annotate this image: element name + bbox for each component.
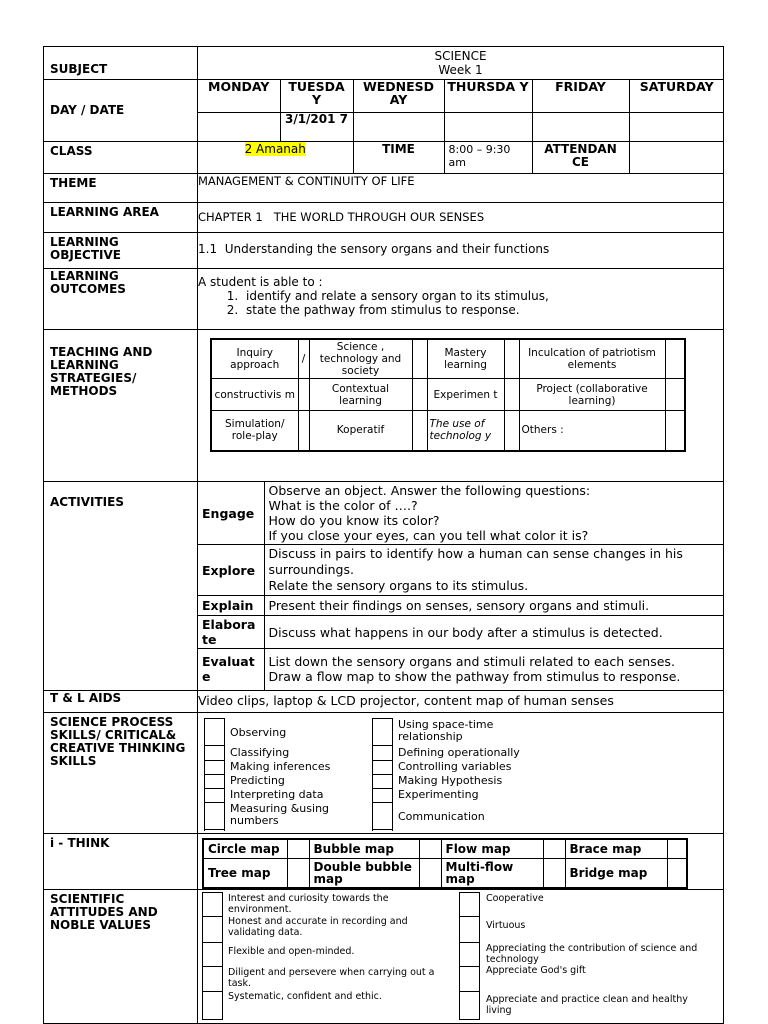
value-checkbox[interactable] xyxy=(203,967,222,992)
strategy-contextual: Contextual learning xyxy=(309,379,412,411)
skill-label: Experimenting xyxy=(398,787,479,801)
value-label: Diligent and persevere when carrying out a task. xyxy=(228,967,435,989)
ithink-table xyxy=(202,838,688,890)
map-check-flow[interactable] xyxy=(543,839,565,859)
activity-explore xyxy=(264,545,723,596)
activity-line: Relate the sensory organs to its stimulus. xyxy=(268,578,529,593)
strategy-check-technology[interactable] xyxy=(504,411,519,451)
strategy-sts: Science , technology and society xyxy=(309,339,412,379)
activity-key-explain: Explain xyxy=(198,596,264,616)
value-checkbox[interactable] xyxy=(203,943,222,967)
skill-label: Making inferences xyxy=(230,759,331,773)
activities-table xyxy=(198,482,723,690)
value-label: Appreciate God's gift xyxy=(486,965,586,976)
class-grid xyxy=(198,142,724,173)
time-value: 8:00 – 9:30 am xyxy=(444,142,532,173)
skill-label: Defining operationally xyxy=(398,745,520,759)
time-label: TIME xyxy=(353,142,444,173)
strategy-mastery: Mastery learning xyxy=(427,339,504,379)
skill-label: Controlling variables xyxy=(398,759,512,773)
skill-label: Using space-time relationship xyxy=(398,717,494,743)
values-right-boxes xyxy=(459,892,480,1020)
map-multi-flow: Multi-flow map xyxy=(441,859,543,889)
strategy-check-others[interactable] xyxy=(665,411,685,451)
map-bubble: Bubble map xyxy=(309,839,419,859)
value-label: Interest and curiosity towards the environment. xyxy=(228,893,389,915)
map-tree: Tree map xyxy=(203,859,287,889)
activity-key-evaluate: Evaluat e xyxy=(198,649,264,690)
learning-outcomes-cell xyxy=(198,269,724,330)
activity-line: Draw a flow map to show the pathway from stimulus to response. xyxy=(268,669,681,685)
outcome-item: 1. identify and relate a sensory organ to its stimulus, xyxy=(242,289,723,303)
map-check-bubble[interactable] xyxy=(419,839,441,859)
lesson-plan xyxy=(43,46,723,1024)
value-checkbox[interactable] xyxy=(460,967,479,992)
activity-key-elaborate: Elabora te xyxy=(198,616,264,649)
strategies-table xyxy=(210,338,686,452)
strategy-project: Project (collaborative learning) xyxy=(519,379,665,411)
date-monday xyxy=(198,112,280,141)
strategy-check-inquiry[interactable]: / xyxy=(298,339,309,379)
day-saturday: SATURDAY xyxy=(629,80,724,112)
tl-aids-label: T & L AIDS xyxy=(44,690,198,712)
skill-checkbox[interactable] xyxy=(205,803,224,830)
class-name: 2 Amanah xyxy=(244,142,306,156)
skill-label: Classifying xyxy=(230,745,290,759)
day-friday: FRIDAY xyxy=(532,80,629,112)
learning-area-value: CHAPTER 1 THE WORLD THROUGH OUR SENSES xyxy=(198,203,724,233)
map-check-tree[interactable] xyxy=(287,859,309,889)
map-check-multi-flow[interactable] xyxy=(543,859,565,889)
learning-area-label: LEARNING AREA xyxy=(44,203,198,233)
process-skills-cell xyxy=(198,712,724,833)
activities-label: ACTIVITIES xyxy=(44,482,198,691)
value-label: Appreciate and practice clean and healthy living xyxy=(486,994,688,1016)
skill-checkbox[interactable] xyxy=(205,761,224,775)
activity-line: What is the color of ….? xyxy=(268,498,418,513)
class-label: CLASS xyxy=(44,142,198,174)
skill-label: Observing xyxy=(230,725,287,739)
map-circle: Circle map xyxy=(203,839,287,859)
learning-objective-value: 1.1 Understanding the sensory organs and their functions xyxy=(198,233,724,269)
day-wednesday: WEDNESD AY xyxy=(353,80,444,112)
tl-aids-value: Video clips, laptop & LCD projector, content map of human senses xyxy=(198,690,724,712)
strategy-check-simulation[interactable] xyxy=(298,411,309,451)
skill-checkbox[interactable] xyxy=(373,761,392,775)
strategy-inquiry: Inquiry approach xyxy=(211,339,298,379)
skill-checkbox[interactable] xyxy=(205,719,224,746)
strategy-koperatif: Koperatif xyxy=(309,411,412,451)
value-checkbox[interactable] xyxy=(203,917,222,943)
lesson-plan-table xyxy=(43,46,724,1024)
attitudes-cell xyxy=(198,890,724,1024)
activity-line: If you close your eyes, can you tell what color it is? xyxy=(268,528,589,543)
skill-label: Interpreting data xyxy=(230,787,324,801)
class-cell xyxy=(198,142,724,174)
date-saturday xyxy=(629,112,724,141)
class-name-cell xyxy=(198,142,353,173)
day-thursday: THURSDA Y xyxy=(444,80,532,112)
subject-label: SUBJECT xyxy=(44,47,198,80)
map-double-bubble: Double bubble map xyxy=(309,859,419,889)
skill-checkbox[interactable] xyxy=(373,803,392,830)
skill-checkbox[interactable] xyxy=(373,789,392,803)
activities-cell xyxy=(198,482,724,691)
skill-checkbox[interactable] xyxy=(373,719,392,746)
teaching-cell xyxy=(198,330,724,482)
map-check-brace[interactable] xyxy=(667,839,687,859)
map-flow: Flow map xyxy=(441,839,543,859)
day-date-label: DAY / DATE xyxy=(44,80,198,142)
strategy-check-koperatif[interactable] xyxy=(412,411,427,451)
value-label: Honest and accurate in recording and validating data. xyxy=(228,916,408,938)
day-date-cell xyxy=(198,80,724,142)
strategy-simulation: Simulation/ role-play xyxy=(211,411,298,451)
skill-label: Predicting xyxy=(230,773,285,787)
activity-elaborate: Discuss what happens in our body after a stimulus is detected. xyxy=(264,616,723,649)
attendance-label: ATTENDAN CE xyxy=(532,142,629,173)
skill-checkbox[interactable] xyxy=(373,775,392,789)
strategy-check-patriotism[interactable] xyxy=(665,339,685,379)
activity-key-explore: Explore xyxy=(198,545,264,596)
value-checkbox[interactable] xyxy=(460,917,479,943)
teaching-label: TEACHING AND LEARNING STRATEGIES/ METHODS xyxy=(44,330,198,482)
activity-explain: Present their findings on senses, sensory organs and stimuli. xyxy=(264,596,723,616)
skills-left-boxes xyxy=(204,718,225,831)
activity-key-engage: Engage xyxy=(198,482,264,545)
strategy-others: Others : xyxy=(519,411,665,451)
subject-week: Week 1 xyxy=(438,63,483,77)
day-tuesday: TUESDA Y xyxy=(280,80,353,112)
subject-name: SCIENCE xyxy=(434,49,487,63)
skill-checkbox[interactable] xyxy=(373,746,392,761)
value-label: Systematic, confident and ethic. xyxy=(228,991,382,1002)
date-wednesday xyxy=(353,112,444,141)
map-bridge: Bridge map xyxy=(565,859,667,889)
strategy-check-experiment[interactable] xyxy=(504,379,519,411)
theme-value: MANAGEMENT & CONTINUITY OF LIFE xyxy=(198,174,724,203)
attendance-value xyxy=(629,142,724,173)
ithink-cell xyxy=(198,833,724,890)
ithink-label: i - THINK xyxy=(44,833,198,890)
activity-line: How do you know its color? xyxy=(268,513,440,528)
value-checkbox[interactable] xyxy=(203,992,222,1019)
map-check-double-bubble[interactable] xyxy=(419,859,441,889)
strategy-patriotism: Inculcation of patriotism elements xyxy=(519,339,665,379)
activity-line: List down the sensory organs and stimuli related to each senses. xyxy=(268,654,675,670)
map-brace: Brace map xyxy=(565,839,667,859)
map-check-bridge[interactable] xyxy=(667,859,687,889)
outcomes-list xyxy=(198,289,723,317)
skill-label: Measuring &using numbers xyxy=(230,801,330,827)
strategy-check-constructivism[interactable] xyxy=(298,379,309,411)
strategy-check-mastery[interactable] xyxy=(504,339,519,379)
attitudes-label: SCIENTIFIC ATTITUDES AND NOBLE VALUES xyxy=(44,890,198,1024)
value-label: Appreciating the contribution of science and technology xyxy=(486,943,698,965)
skill-checkbox[interactable] xyxy=(205,775,224,789)
date-friday xyxy=(532,112,629,141)
map-check-circle[interactable] xyxy=(287,839,309,859)
value-checkbox[interactable] xyxy=(203,893,222,917)
days-grid xyxy=(198,80,724,141)
activity-line: Discuss in pairs to identify how a human can sense changes in his surroundings. xyxy=(268,546,683,577)
activity-line: Observe an object. Answer the following questions: xyxy=(268,483,591,498)
date-tuesday: 3/1/201 7 xyxy=(280,112,353,141)
activity-evaluate xyxy=(264,649,723,690)
learning-objective-label: LEARNING OBJECTIVE xyxy=(44,233,198,269)
value-label: Flexible and open-minded. xyxy=(228,946,355,957)
day-monday: MONDAY xyxy=(198,80,280,112)
learning-outcomes-label: LEARNING OUTCOMES xyxy=(44,269,198,330)
value-label: Virtuous xyxy=(486,920,526,931)
value-checkbox[interactable] xyxy=(460,893,479,917)
strategy-technology: The use of technolog y xyxy=(427,411,504,451)
strategy-check-contextual[interactable] xyxy=(412,379,427,411)
value-label: Cooperative xyxy=(486,893,544,904)
strategy-check-project[interactable] xyxy=(665,379,685,411)
outcomes-intro: A student is able to : xyxy=(198,275,323,289)
value-checkbox[interactable] xyxy=(460,943,479,967)
subject-cell xyxy=(198,47,724,80)
process-skills-label: SCIENCE PROCESS SKILLS/ CRITICAL& CREATIVE THINKING SKILLS xyxy=(44,712,198,833)
skills-right-boxes xyxy=(372,718,393,831)
values-left-boxes xyxy=(202,892,223,1020)
theme-label: THEME xyxy=(44,174,198,203)
strategy-experiment: Experimen t xyxy=(427,379,504,411)
skill-checkbox[interactable] xyxy=(205,789,224,803)
outcome-item: 2. state the pathway from stimulus to response. xyxy=(242,303,723,317)
value-checkbox[interactable] xyxy=(460,992,479,1019)
skill-checkbox[interactable] xyxy=(205,746,224,761)
skill-label: Making Hypothesis xyxy=(398,773,503,787)
skill-label: Communication xyxy=(398,809,485,823)
strategy-check-sts[interactable] xyxy=(412,339,427,379)
strategy-constructivism: constructivis m xyxy=(211,379,298,411)
activity-engage xyxy=(264,482,723,545)
date-thursday xyxy=(444,112,532,141)
